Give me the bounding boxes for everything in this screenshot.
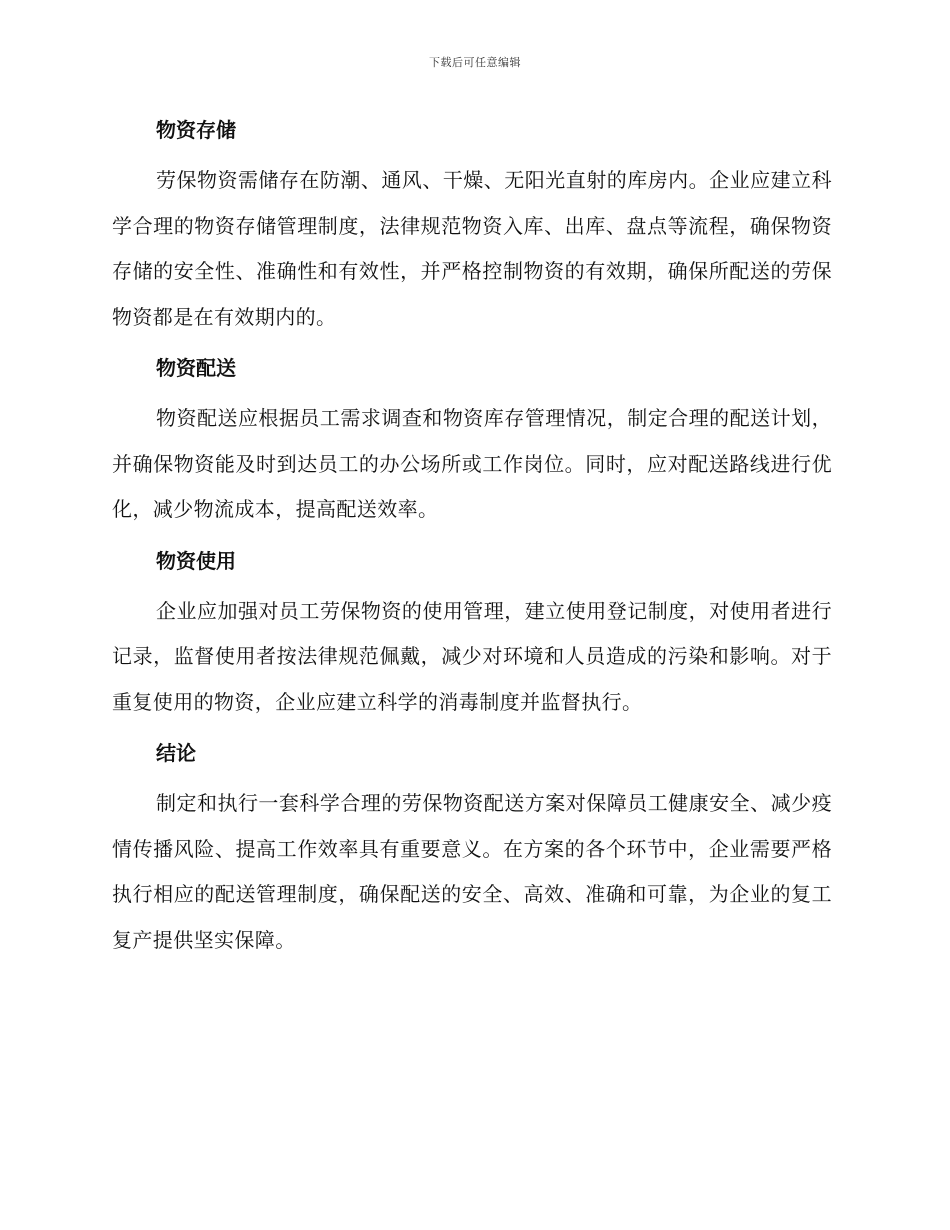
section-heading: 物资存储 [156,118,236,142]
section-heading: 物资使用 [156,548,236,573]
section-paragraph: 劳保物资需储存在防潮、通风、干燥、无阳光直射的库房内。企业应建立科学合理的物资存储管理制度，法律规范物资入库、出库、盘点等流程，确保物资存储的安全性、准确性和有效性，并严格控制物资的有效期，确保所配送的劳保物资都是在有效期内的。 [112,168,832,329]
section-usage [112,539,832,726]
section-conclusion [112,731,832,963]
section-heading: 物资配送 [156,356,236,380]
section-delivery [112,346,832,533]
document-body [112,108,832,969]
section-heading: 结论 [156,741,196,765]
section-paragraph: 企业应加强对员工劳保物资的使用管理，建立使用登记制度，对使用者进行记录，监督使用者按法律规范佩戴，减少对环境和人员造成的污染和影响。对于重复使用的物资，企业应建立科学的消毒制度并监督执行。 [112,598,832,714]
page-header: 下载后可任意编辑 [429,56,521,69]
section-storage [112,108,832,340]
section-paragraph: 物资配送应根据员工需求调查和物资库存管理情况，制定合理的配送计划，并确保物资能及时到达员工的办公场所或工作岗位。同时，应对配送路线进行优化，减少物流成本，提高配送效率。 [112,406,832,521]
section-paragraph: 制定和执行一套科学合理的劳保物资配送方案对保障员工健康安全、减少疫情传播风险、提高工作效率具有重要意义。在方案的各个环节中，企业需要严格执行相应的配送管理制度，确保配送的安全、高效、准确和可靠，为企业的复工复产提供坚实保障。 [112,791,832,952]
